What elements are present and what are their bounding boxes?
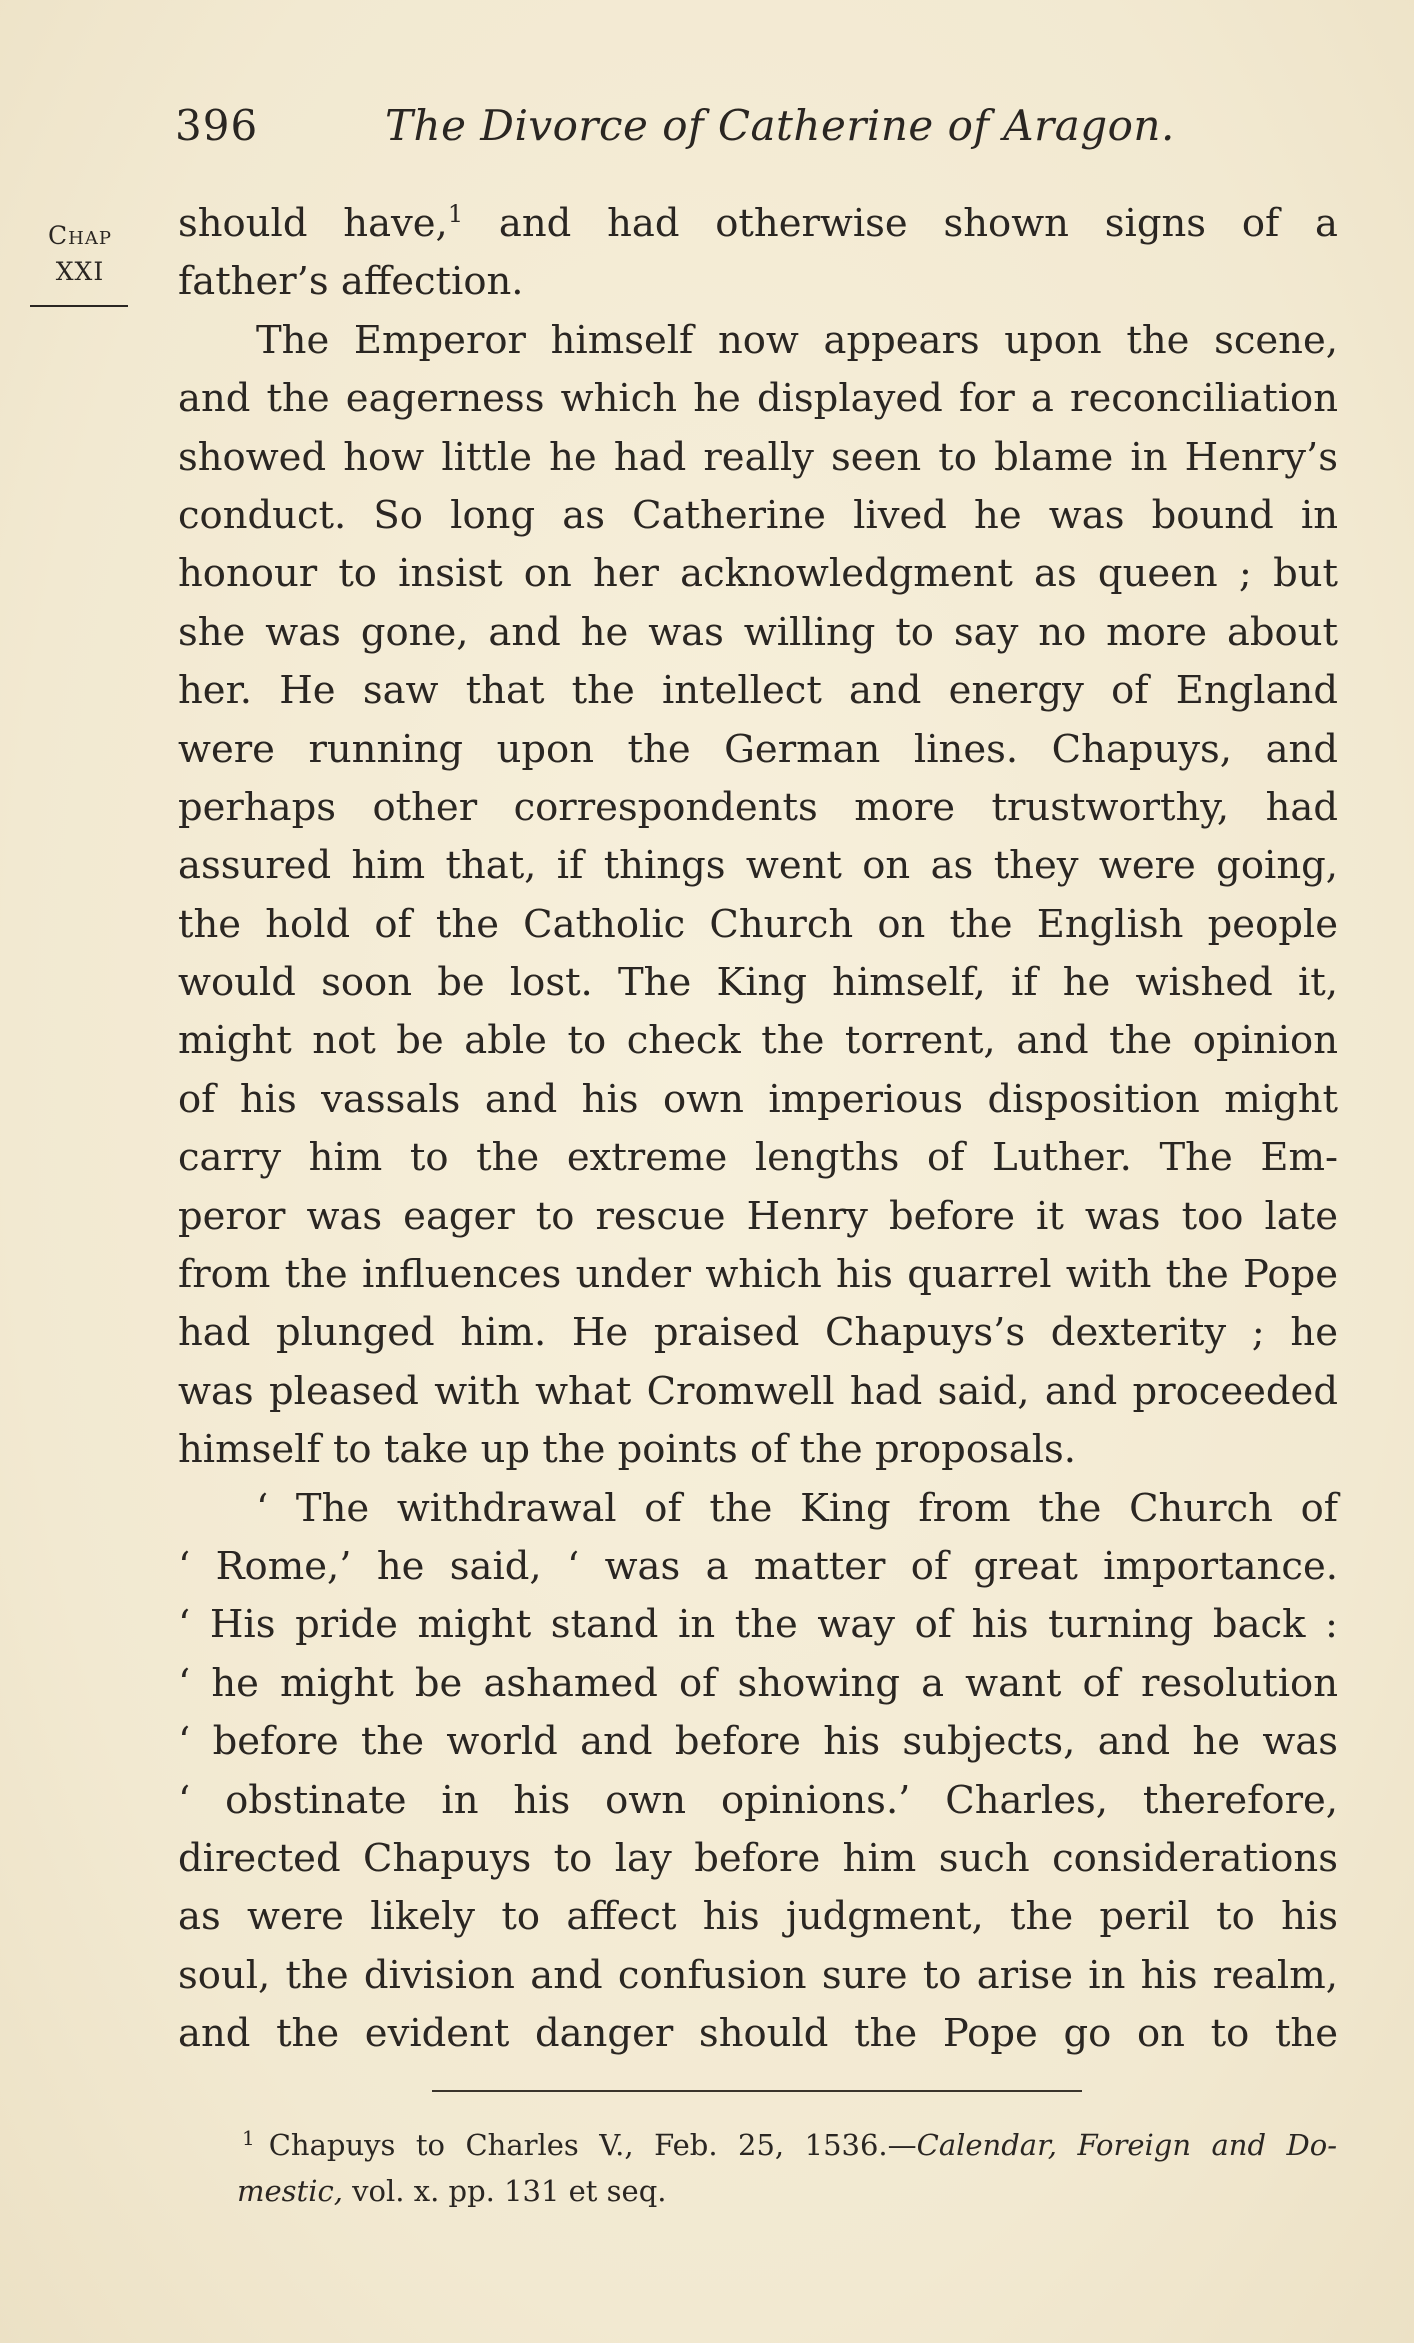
- text-line: were running upon the German lines. Chapuys, and: [178, 726, 1338, 772]
- footnote-source-title-end: mestic,: [237, 2174, 343, 2208]
- text-line: perhaps other correspondents more trustworthy, had: [178, 784, 1338, 830]
- footnote-reference: 1: [447, 200, 464, 228]
- text-line: as were likely to affect his judgment, the peril to his: [178, 1894, 1338, 1940]
- text-line: of his vassals and his own imperious disposition might: [178, 1076, 1338, 1122]
- text-line: soul, the division and confusion sure to arise in his realm,: [178, 1952, 1338, 1998]
- text-fragment: should have,: [178, 201, 448, 246]
- footnote-source-title: Calendar,: [916, 2128, 1057, 2162]
- text-line: peror was eager to rescue Henry before it was too late: [178, 1193, 1338, 1239]
- text-line: ‘ The withdrawal of the King from the Church of: [256, 1485, 1338, 1531]
- body-text: [178, 195, 1338, 2064]
- text-line: had plunged him. He praised Chapuys’s dexterity ; he: [178, 1310, 1338, 1356]
- text-line: was pleased with what Cromwell had said, and proceeded: [178, 1368, 1338, 1414]
- text-line: carry him to the extreme lengths of Luther. The Em-: [178, 1135, 1338, 1181]
- text-line: conduct. So long as Catherine lived he was bound in: [178, 492, 1338, 538]
- text-line: assured him that, if things went on as they were going,: [178, 843, 1338, 889]
- chapter-label: Chap: [48, 221, 112, 250]
- text-line: would soon be lost. The King himself, if he wished it,: [178, 960, 1338, 1006]
- running-title: The Divorce of Catherine of Aragon.: [385, 101, 1175, 150]
- page-header: [175, 96, 1335, 156]
- text-line: [178, 195, 1338, 253]
- text-line: the hold of the Catholic Church on the English people: [178, 901, 1338, 947]
- text-line: ‘ His pride might stand in the way of his turning back :: [178, 1602, 1338, 1648]
- footnote-citation: Chapuys to Charles V., Feb. 25, 1536.—: [268, 2128, 917, 2162]
- footnote-source-title-cont: Foreign and Do-: [1056, 2128, 1337, 2162]
- chapter-margin-note: [30, 218, 130, 290]
- text-line: father’s affection.: [178, 259, 524, 305]
- text-line: ‘ before the world and before his subjects, and he was: [178, 1719, 1338, 1765]
- text-line: she was gone, and he was willing to say no more about: [178, 609, 1338, 655]
- text-line: her. He saw that the intellect and energy of England: [178, 668, 1338, 714]
- footnote-line: [237, 2168, 1337, 2214]
- text-line: and the evident danger should the Pope go on to the: [178, 2011, 1338, 2057]
- margin-rule: [30, 305, 128, 307]
- footnote-mark: 1: [242, 2126, 255, 2150]
- text-line: himself to take up the points of the proposals.: [178, 1427, 1077, 1473]
- text-fragment: and had otherwise shown signs of a: [463, 201, 1338, 246]
- footnote-volume: vol. x. pp. 131 et seq.: [342, 2174, 667, 2208]
- chapter-number: XXI: [55, 257, 105, 286]
- footnote-line: [242, 2115, 1337, 2168]
- page-number: 396: [175, 101, 259, 150]
- footnote: [237, 2115, 1337, 2214]
- text-line: directed Chapuys to lay before him such considerations: [178, 1835, 1338, 1881]
- footnote-rule: [432, 2090, 1082, 2092]
- text-line: The Emperor himself now appears upon the scene,: [256, 317, 1338, 363]
- text-line: ‘ he might be ashamed of showing a want of resolution: [178, 1660, 1338, 1706]
- text-line: from the influences under which his quarrel with the Pope: [178, 1252, 1338, 1298]
- text-line: might not be able to check the torrent, and the opinion: [178, 1018, 1338, 1064]
- text-line: ‘ Rome,’ he said, ‘ was a matter of great importance.: [178, 1543, 1338, 1589]
- text-line: honour to insist on her acknowledgment as queen ; but: [178, 551, 1338, 597]
- text-line: and the eagerness which he displayed for a reconciliation: [178, 376, 1338, 422]
- text-line: ‘ obstinate in his own opinions.’ Charles, therefore,: [178, 1777, 1338, 1823]
- text-line: showed how little he had really seen to blame in Henry’s: [178, 434, 1338, 480]
